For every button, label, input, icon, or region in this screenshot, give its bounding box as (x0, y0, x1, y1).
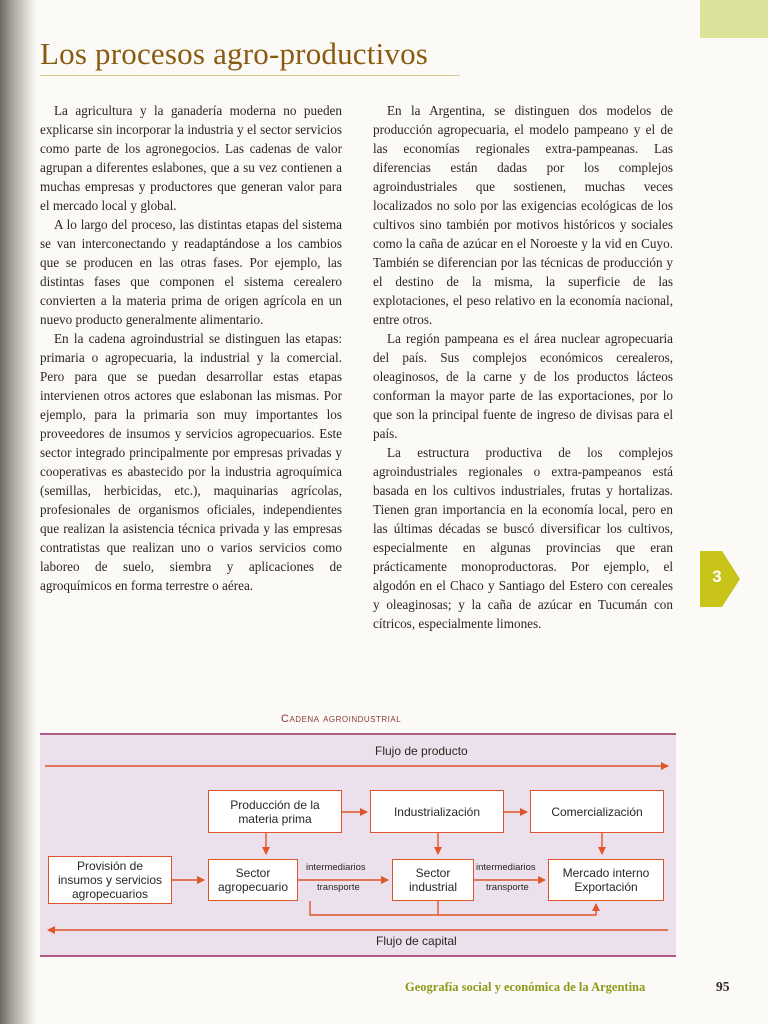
chapter-number: 3 (712, 567, 722, 586)
box-industrializacion: Industrialización (370, 790, 504, 833)
box-comercializacion: Comercialización (530, 790, 664, 833)
box-provision-insumos: Provisión de insumos y servicios agropecuarios (48, 856, 172, 904)
diagram-arrows (40, 735, 676, 955)
flow-capital-label: Flujo de capital (376, 934, 457, 948)
book-title-footer: Geografía social y económica de la Argentina (405, 980, 646, 994)
label-transporte-2: transporte (486, 882, 529, 893)
flow-product-label: Flujo de producto (375, 744, 468, 758)
box-sector-industrial: Sector industrial (392, 859, 474, 901)
diagram-title: Cadena agroindustrial (281, 713, 402, 725)
box-produccion-materia-prima: Producción de la materia prima (208, 790, 342, 833)
title-underline (40, 75, 460, 76)
text-column-left (40, 101, 342, 595)
paragraph: La región pampeana es el área nuclear agropecuaria del país. Sus complejos económicos cerealeros, oleaginosos, de la carne y de los productos lácteos conforman la mayor parte de las exportaciones, por lo que son la principal fuente de ingreso de divisas para el país. (373, 331, 673, 441)
label-transporte-1: transporte (317, 882, 360, 893)
paragraph: La agricultura y la ganadería moderna no pueden explicarse sin incorporar la industria y el sector servicios como parte de los agronegocios. Las cadenas de valor agrupan a diferentes eslabones, que a su vez contienen a muchas empresas y productores que generan valor para el mercado local y global. (40, 103, 342, 213)
page-number: 95 (716, 979, 730, 994)
paragraph: A lo largo del proceso, las distintas etapas del sistema se van interconectando y readaptándose a los cambios que se producen en las otras fases. Por ejemplo, las distintas fases que componen el sistema cerealero convierten a la materia prima de origen agrícola en un nuevo producto generalmente alimentario. (40, 217, 342, 327)
label-intermediarios-1: intermediarios (306, 862, 366, 873)
page-title: Los procesos agro-productivos (40, 36, 429, 71)
book-spine-shadow (0, 0, 36, 1024)
text-column-right (373, 101, 673, 633)
paragraph: En la cadena agroindustrial se distinguen las etapas: primaria o agropecuaria, la industrial y la comercial. Pero para que se puedan desarrollar estas etapas intervienen otros actores que eslabonan las mismas. Por ejemplo, para la primaria son muy importantes los proveedores de insumos y servicios agropecuarios. Este sector integrado principalmente por empresas privadas y cooperativas es abastecido por la industria agroquímica (semillas, herbicidas, etc.), maquinarias agrícolas, profesionales de organismos oficiales, independientes que realizan la asistencia técnica privada y las empresas contratistas que realizan uno o varios servicios como laboreo de suelo, siembra y aplicaciones de agroquímicos en forma terrestre o aérea. (40, 331, 342, 593)
agroindustrial-chain-diagram (40, 733, 676, 957)
label-intermediarios-2: intermediarios (476, 862, 536, 873)
paragraph: En la Argentina, se distinguen dos modelos de producción agropecuaria, el modelo pampeano y el de las economías regionales extra-pampeanas. Las diferencias están dadas por los complejos agroindustriales que sostienen, muchas veces localizados no solo por las exigencias ecológicas de los cultivos sino también por motivos históricos y sociales como la caña de azúcar en el Noroeste y la vid en Cuyo. También se diferencian por las técnicas de producción y el destino de la misma, la superficie de las explotaciones, el peso relativo en la economía nacional, entre otros. (373, 103, 673, 327)
paragraph: La estructura productiva de los complejos agroindustriales regionales o extra-pampeanos está basada en los cultivos industriales, frutas y hortalizas. Tienen gran importancia en la economía local, pero en las últimas décadas se buscó diversificar los cultivos, especialmente en algunas provincias que eran prácticamente monoproductoras. Por ejemplo, el algodón en el Chaco y Santiago del Estero con cereales y oleaginosas; y la caña de azúcar en Tucumán con cítricos, especialmente limones. (373, 445, 673, 631)
box-sector-agropecuario: Sector agropecuario (208, 859, 298, 901)
corner-color-tab (700, 0, 768, 38)
box-mercado-exportacion: Mercado interno Exportación (548, 859, 664, 901)
